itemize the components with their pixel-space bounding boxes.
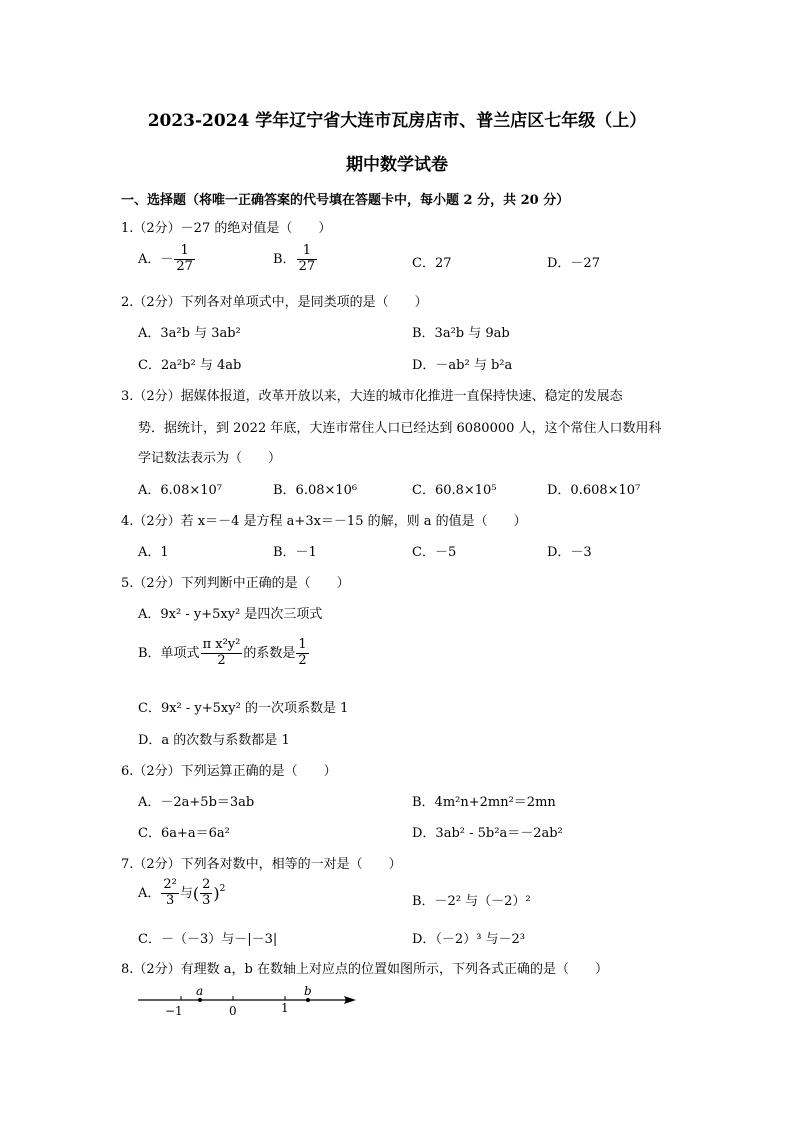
question-6-option-a[interactable]: A．－2a+5b＝3ab bbox=[138, 795, 255, 810]
question-7-stem: 7.（2分）下列各对数中，相等的一对是（ ） bbox=[121, 857, 402, 872]
fraction bbox=[174, 244, 195, 275]
question-5-option-b[interactable] bbox=[138, 638, 310, 669]
question-4-option-c[interactable]: C．－5 bbox=[412, 545, 457, 560]
page-title-line1: 2023-2024 学年辽宁省大连市瓦房店市、普兰店区七年级（上） bbox=[147, 111, 647, 131]
option-b-label: B．单项式 bbox=[138, 645, 200, 661]
question-5-option-d[interactable]: D．a 的次数与系数都是 1 bbox=[138, 733, 290, 748]
tick-label-minus-1: −1 bbox=[165, 1004, 183, 1018]
question-3-option-d[interactable]: D．0.608×10⁷ bbox=[547, 483, 641, 498]
fraction-numerator: 1 bbox=[298, 637, 307, 652]
question-7-option-d[interactable]: D．（－2）³ 与－2³ bbox=[412, 932, 526, 947]
fraction-numerator: 1 bbox=[297, 244, 318, 260]
option-b-label: B． bbox=[273, 251, 296, 267]
question-3-option-c[interactable]: C．60.8×10⁵ bbox=[412, 483, 497, 498]
question-3-line-2: 势．据统计，到 2022 年底，大连市常住人口已经达到 6080000 人，这个常住人口数用科 bbox=[138, 421, 662, 436]
question-4-option-b[interactable]: B．－1 bbox=[273, 545, 317, 560]
question-4-option-a[interactable]: A．1 bbox=[138, 545, 169, 560]
number-line-figure bbox=[130, 982, 370, 1022]
fraction-numerator: 2² bbox=[163, 877, 177, 892]
right-paren: ) bbox=[213, 883, 220, 903]
question-2-option-a[interactable]: A．3a²b 与 3ab² bbox=[138, 326, 241, 341]
question-4-stem: 4.（2分）若 x＝－4 是方程 a+3x＝－15 的解，则 a 的值是（ ） bbox=[121, 514, 527, 529]
fraction-numerator: 1 bbox=[174, 244, 195, 260]
question-5-option-a[interactable]: A．9x² - y+5xy² 是四次三项式 bbox=[138, 607, 323, 622]
question-1-option-c[interactable]: C．27 bbox=[412, 256, 452, 271]
fraction-denominator: 3 bbox=[202, 892, 211, 908]
section-heading-choice: 一、选择题（将唯一正确答案的代号填在答题卡中，每小题 2 分，共 20 分） bbox=[121, 193, 570, 208]
question-4-option-d[interactable]: D．－3 bbox=[547, 545, 592, 560]
fraction-denominator: 27 bbox=[176, 258, 193, 274]
question-7-option-a[interactable] bbox=[138, 878, 225, 909]
fraction-denominator: 3 bbox=[165, 892, 175, 908]
question-7-option-c[interactable]: C．－（－3）与－|－3| bbox=[138, 932, 278, 947]
question-8-stem: 8.（2分）有理数 a，b 在数轴上对应点的位置如图所示，下列各式正确的是（ ） bbox=[121, 962, 609, 977]
question-3-line-1: 3.（2分）据媒体报道，改革开放以来，大连的城市化推进一直保持快速、稳定的发展态 bbox=[121, 389, 623, 404]
question-3-line-3: 学记数法表示为（ ） bbox=[138, 451, 282, 466]
question-3-option-b[interactable]: B．6.08×10⁶ bbox=[273, 483, 358, 498]
question-1-option-d[interactable]: D．－27 bbox=[547, 256, 600, 271]
question-2-stem: 2.（2分）下列各对单项式中，是同类项的是（ ） bbox=[121, 295, 428, 310]
fraction bbox=[161, 878, 178, 909]
left-paren: ( bbox=[192, 883, 200, 903]
option-b-middle-text: 的系数是 bbox=[243, 645, 296, 661]
fraction-numerator: 2 bbox=[202, 877, 211, 892]
exponent: 2 bbox=[219, 883, 226, 894]
point-b bbox=[306, 998, 310, 1002]
option-a-connector: 与 bbox=[179, 885, 193, 901]
question-6-option-c[interactable]: C．6a+a＝6a² bbox=[138, 826, 230, 841]
fraction-denominator: 2 bbox=[298, 652, 307, 668]
fraction-coefficient bbox=[296, 638, 308, 669]
question-2-option-d[interactable]: D．－ab² 与 b²a bbox=[412, 358, 513, 373]
fraction-in-parens bbox=[200, 878, 212, 909]
question-5-option-c[interactable]: C．9x² - y+5xy² 的一次项系数是 1 bbox=[138, 701, 349, 716]
question-3-option-a[interactable]: A．6.08×10⁷ bbox=[138, 483, 222, 498]
question-2-option-c[interactable]: C．2a²b² 与 4ab bbox=[138, 358, 242, 373]
question-6-stem: 6.（2分）下列运算正确的是（ ） bbox=[121, 764, 337, 779]
point-b-label: b bbox=[304, 984, 312, 998]
tick-label-0: 0 bbox=[229, 1004, 237, 1018]
tick-label-1: 1 bbox=[281, 1001, 289, 1015]
fraction-denominator: 27 bbox=[298, 258, 316, 274]
question-2-option-b[interactable]: B．3a²b 与 9ab bbox=[412, 326, 510, 341]
question-1-option-a[interactable] bbox=[138, 244, 196, 275]
fraction-numerator: π x²y² bbox=[202, 637, 241, 652]
fraction-denominator: 2 bbox=[217, 652, 226, 668]
question-6-option-b[interactable]: B．4m²n+2mn²＝2mn bbox=[412, 795, 556, 810]
point-a-label: a bbox=[196, 984, 204, 998]
question-5-stem: 5.（2分）下列判断中正确的是（ ） bbox=[121, 576, 350, 591]
fraction bbox=[297, 244, 318, 275]
question-1-option-b[interactable] bbox=[273, 244, 318, 275]
question-7-option-b[interactable]: B．－2² 与（－2）² bbox=[412, 894, 531, 909]
page-title-line2: 期中数学试卷 bbox=[346, 155, 448, 175]
fraction-monomial bbox=[201, 638, 243, 669]
option-a-label: A．－ bbox=[138, 251, 174, 267]
question-6-option-d[interactable]: D．3ab² - 5b²a＝－2ab² bbox=[412, 826, 563, 841]
point-a bbox=[198, 998, 202, 1002]
option-a-label: A． bbox=[138, 885, 161, 901]
question-1-stem: 1.（2分）－27 的绝对值是（ ） bbox=[121, 221, 332, 236]
